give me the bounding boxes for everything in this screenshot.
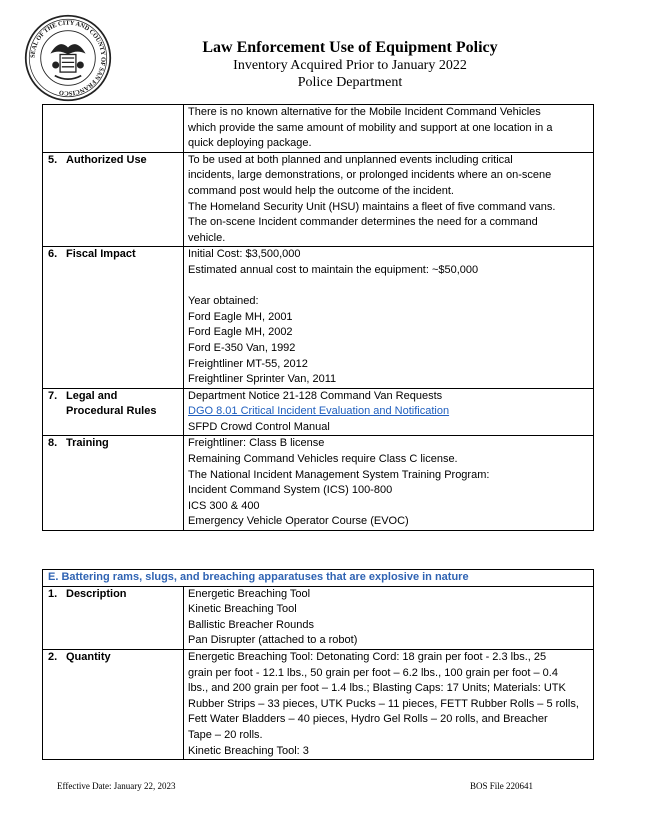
row-number: 7. xyxy=(48,389,58,402)
row-label: Legal and xyxy=(66,389,118,402)
text-line: Estimated annual cost to maintain the equipment: ~$50,000 xyxy=(188,263,479,276)
text-line: The National Incident Management System Training Program: xyxy=(188,468,490,481)
document-subtitle: Inventory Acquired Prior to January 2022 xyxy=(233,58,467,73)
text-line: Incident Command System (ICS) 100-800 xyxy=(188,484,393,497)
row-content-cell xyxy=(184,247,594,388)
table-row xyxy=(43,436,594,531)
table-row xyxy=(43,247,594,388)
blank-line xyxy=(188,279,589,295)
row-content-cell xyxy=(184,436,594,531)
text-line: which provide the same amount of mobility and support at one location in a xyxy=(188,121,553,134)
text-line: lbs., and 200 grain per foot – 1.4 lbs.; Blasting Caps: 17 Units; Materials: UTK xyxy=(188,682,566,695)
row-content-cell xyxy=(184,649,594,759)
bos-file-number: BOS File 220641 xyxy=(470,781,534,791)
text-line: There is no known alternative for the Mobile Incident Command Vehicles xyxy=(188,106,541,118)
text-line: Ford Eagle MH, 2001 xyxy=(188,310,293,323)
row-label: Description xyxy=(66,587,127,600)
row-label: Authorized Use xyxy=(66,153,147,166)
text-line: Kinetic Breaching Tool: 3 xyxy=(188,744,309,757)
row-label-cell xyxy=(43,586,184,649)
text-line: incidents, large demonstrations, or prolonged incidents where an on-scene xyxy=(188,169,552,182)
row-label-cell xyxy=(43,388,184,436)
document-title: Law Enforcement Use of Equipment Policy xyxy=(202,39,498,56)
row-label-cell xyxy=(43,649,184,759)
text-line: quick deploying package. xyxy=(188,137,312,150)
row-content-cell xyxy=(184,586,594,649)
row-number: 5. xyxy=(48,153,58,166)
policy-table-breaching-apparatus xyxy=(42,569,594,760)
text-line: Freightliner Sprinter Van, 2011 xyxy=(188,373,337,386)
text-line: Tape – 20 rolls. xyxy=(188,728,263,741)
row-label: Training xyxy=(66,437,109,450)
text-line: Fett Water Bladders – 40 pieces, Hydro Gel Rolls – 20 rolls, and Breacher xyxy=(188,713,548,726)
department-name: Police Department xyxy=(297,75,403,90)
policy-table-command-vehicles xyxy=(42,104,594,531)
text-line: Kinetic Breaching Tool xyxy=(188,603,297,616)
table-row xyxy=(43,152,594,247)
text-line: Year obtained: xyxy=(188,295,259,308)
text-line: To be used at both planned and unplanned events including critical xyxy=(188,153,513,166)
city-seal-logo xyxy=(24,14,112,102)
text-line: Freightliner MT-55, 2012 xyxy=(188,357,308,370)
text-line: Ford E-350 Van, 1992 xyxy=(188,341,296,354)
text-line: grain per foot - 12.1 lbs., 50 grain per foot – 6.2 lbs., 100 grain per foot – 0.4 xyxy=(188,666,558,679)
text-line: Ford Eagle MH, 2002 xyxy=(188,326,293,339)
row-content-cell xyxy=(184,152,594,247)
section-title: E. Battering rams, slugs, and breaching apparatuses that are explosive in nature xyxy=(43,570,594,587)
text-line: vehicle. xyxy=(188,231,226,244)
table-row xyxy=(43,586,594,649)
row-number: 1. xyxy=(48,587,58,600)
document-header xyxy=(150,38,550,91)
table-row xyxy=(43,105,594,153)
text-line: Rubber Strips – 33 pieces, UTK Pucks – 11 pieces, FETT Rubber Rolls – 5 rolls, xyxy=(188,697,579,710)
text-line: Initial Cost: $3,500,000 xyxy=(188,248,301,261)
text-line: Pan Disrupter (attached to a robot) xyxy=(188,634,358,647)
row-label: Quantity xyxy=(66,650,111,663)
text-line: The Homeland Security Unit (HSU) maintains a fleet of five command vans. xyxy=(188,200,556,213)
table-row xyxy=(43,649,594,759)
text-line: ICS 300 & 400 xyxy=(188,499,260,512)
text-line: Freightliner: Class B license xyxy=(188,437,325,450)
row-label: Fiscal Impact xyxy=(66,248,136,261)
row-label-cell xyxy=(43,436,184,531)
row-label-continued: Procedural Rules xyxy=(66,405,157,418)
text-line: Emergency Vehicle Operator Course (EVOC) xyxy=(188,515,409,528)
row-number: 2. xyxy=(48,650,58,663)
text-line: SFPD Crowd Control Manual xyxy=(188,420,330,433)
section-header-row xyxy=(43,570,594,587)
text-line: Remaining Command Vehicles require Class C license. xyxy=(188,453,458,466)
dgo-8-01-link[interactable]: DGO 8.01 Critical Incident Evaluation and Notification xyxy=(188,405,450,418)
text-line: Energetic Breaching Tool xyxy=(188,587,311,600)
text-line: Energetic Breaching Tool: Detonating Cord: 18 grain per foot - 2.3 lbs., 25 xyxy=(188,650,547,663)
table-row xyxy=(43,388,594,436)
row-label-cell xyxy=(43,247,184,388)
row-number: 8. xyxy=(48,437,58,450)
text-line: command post would help the outcome of the incident. xyxy=(188,184,454,197)
row-number: 6. xyxy=(48,248,58,261)
seal-text: SEAL OF THE CITY AND COUNTY OF SAN FRANCISCO xyxy=(29,19,107,97)
row-content-cell xyxy=(184,105,594,153)
text-line: Department Notice 21-128 Command Van Requests xyxy=(188,389,443,402)
text-line: The on-scene Incident commander determines the need for a command xyxy=(188,216,538,229)
effective-date: Effective Date: January 22, 2023 xyxy=(57,781,176,791)
row-label-cell xyxy=(43,105,184,153)
row-content-cell xyxy=(184,388,594,436)
text-line: Ballistic Breacher Rounds xyxy=(188,618,314,631)
row-label-cell xyxy=(43,152,184,247)
